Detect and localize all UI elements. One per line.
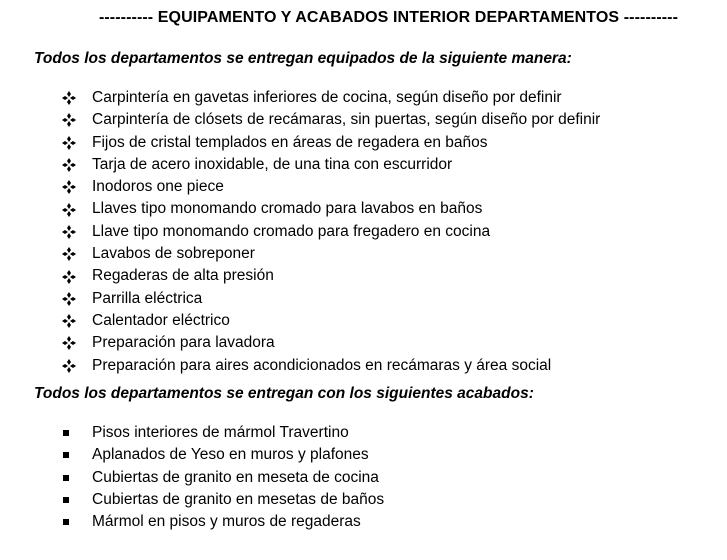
diamond-bullet-icon — [62, 288, 92, 310]
diamond-bullet-icon — [62, 243, 92, 265]
list-item — [62, 87, 600, 109]
list-item-text: Parrilla eléctrica — [92, 289, 203, 307]
finishes-list — [62, 422, 384, 533]
diamond-bullet-icon — [62, 310, 92, 332]
list-item-text: Fijos de cristal templados en áreas de regadera en baños — [92, 133, 488, 151]
list-item — [62, 467, 384, 489]
list-item-text: Carpintería de clósets de recámaras, sin puertas, según diseño por definir — [92, 111, 601, 129]
diamond-bullet-icon — [62, 199, 92, 221]
list-item — [62, 198, 600, 220]
diamond-bullet-icon — [62, 132, 92, 154]
list-item — [62, 265, 600, 287]
section-heading-finishes: Todos los departamentos se entregan con los siguientes acabados: — [34, 385, 534, 402]
list-item — [62, 132, 600, 154]
list-item — [62, 288, 600, 310]
list-item-text: Llaves tipo monomando cromado para lavabos en baños — [92, 200, 483, 218]
square-bullet-icon — [62, 467, 92, 489]
list-item-text: Regaderas de alta presión — [92, 267, 274, 285]
list-item — [62, 444, 384, 466]
list-item — [62, 243, 600, 265]
list-item — [62, 332, 600, 354]
diamond-bullet-icon — [62, 109, 92, 131]
list-item — [62, 489, 384, 511]
list-item-text: Pisos interiores de mármol Travertino — [92, 424, 349, 441]
square-bullet-icon — [62, 511, 92, 533]
list-item — [62, 310, 600, 332]
list-item-text: Cubiertas de granito en mesetas de baños — [92, 490, 385, 508]
list-item-text: Lavabos de sobreponer — [92, 245, 255, 263]
diamond-bullet-icon — [62, 87, 92, 109]
list-item-text: Mármol en pisos y muros de regaderas — [92, 513, 361, 531]
diamond-bullet-icon — [62, 176, 92, 198]
list-item-text: Calentador eléctrico — [92, 311, 230, 329]
section-heading-equipment: Todos los departamentos se entregan equipados de la siguiente manera: — [34, 50, 572, 67]
list-item-text: Preparación para aires acondicionados en recámaras y área social — [92, 356, 552, 374]
list-item-text: Tarja de acero inoxidable, de una tina con escurridor — [92, 155, 453, 173]
square-bullet-icon — [62, 489, 92, 511]
list-item — [62, 176, 600, 198]
diamond-bullet-icon — [62, 355, 92, 377]
page-title — [0, 9, 727, 27]
square-bullet-icon — [62, 444, 92, 466]
page-title-text: ---------- EQUIPAMENTO Y ACABADOS INTERIOR DEPARTAMENTOS ---------- — [98, 9, 679, 26]
equipment-list — [62, 87, 600, 377]
list-item — [62, 154, 600, 176]
list-item — [62, 109, 600, 131]
list-item — [62, 422, 384, 444]
list-item-text: Cubiertas de granito en meseta de cocina — [92, 468, 379, 486]
list-item — [62, 221, 600, 243]
diamond-bullet-icon — [62, 266, 92, 288]
list-item-text: Preparación para lavadora — [92, 334, 275, 352]
diamond-bullet-icon — [62, 332, 92, 354]
list-item-text: Llave tipo monomando cromado para fregadero en cocina — [92, 222, 491, 240]
list-item — [62, 355, 600, 377]
list-item-text: Aplanados de Yeso en muros y plafones — [92, 446, 369, 464]
list-item — [62, 511, 384, 533]
diamond-bullet-icon — [62, 221, 92, 243]
list-item-text: Inodoros one piece — [92, 178, 224, 196]
square-bullet-icon — [62, 422, 92, 444]
list-item-text: Carpintería en gavetas inferiores de cocina, según diseño por definir — [92, 89, 562, 106]
diamond-bullet-icon — [62, 154, 92, 176]
